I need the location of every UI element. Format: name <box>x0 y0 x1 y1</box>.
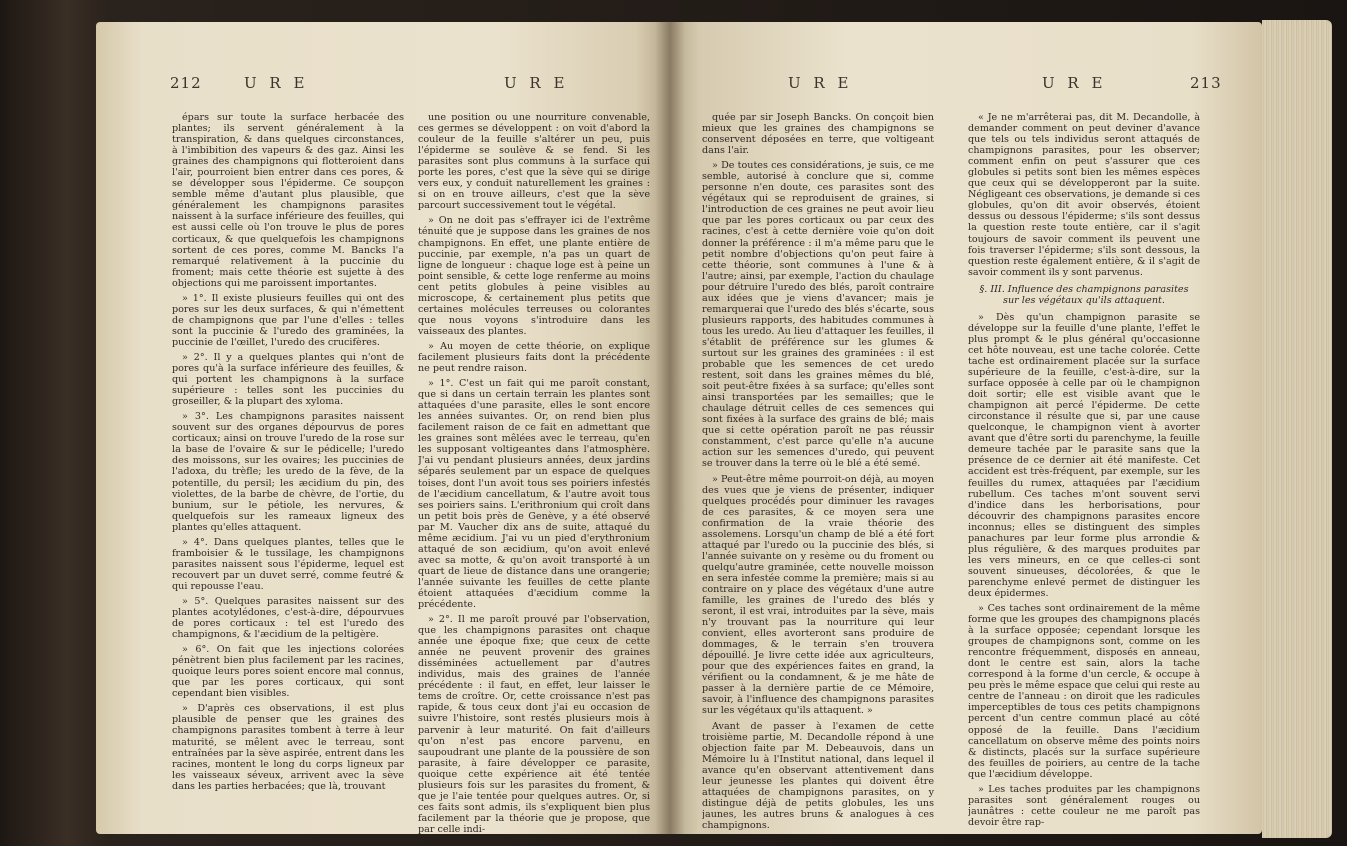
right-column-2 <box>968 112 1200 834</box>
paragraph: » Les taches produites par les champignons parasites sont généralement rouges ou jaunâtres : cette couleur ne me paroît pas devoir être rap- <box>968 783 1200 828</box>
paragraph: » 4°. Dans quelques plantes, telles que le framboisier & le tussilage, les champignons parasites naissent sous l'épiderme, lequel est recouvert par un duvet serré, comme feutré & qui repousse l'eau. <box>172 536 404 592</box>
paragraph: » On ne doit pas s'effrayer ici de l'extrême ténuité que je suppose dans les graines de nos champignons. En effet, une plante entière de puccinie, par exemple, n'a pas un quart de ligne de longueur : chaque loge est à peine un point sensible, & cette loge renferme au moins cent petits globules à peine visibles au microscope, & certainement plus petits que certaines molécules terreuses ou colorantes que nous voyons s'introduire dans les vaisseaux des plantes. <box>418 215 650 337</box>
left-page-number: 212 <box>170 74 202 92</box>
paragraph: » Au moyen de cette théorie, on explique facilement plusieurs faits dont la précédente ne peut rendre raison. <box>418 340 650 375</box>
left-running-head-1: U R E <box>244 74 309 92</box>
paragraph: Avant de passer à l'examen de cette troisième partie, M. Decandolle répond à une objection faite par M. Debeauvois, dans un Mémoire lu à l'Institut national, dans lequel il avance qu'en observant attentivement dans leur jeunesse les plantes qui doivent être attaquées de champignons parasites, on y distingue déjà de petits globules, les uns jaunes, les autres bruns & analogues à ces champignons. <box>702 720 934 831</box>
paragraph: » 1°. Il existe plusieurs feuilles qui ont des pores sur les deux surfaces, & qui n'émettent de champignons que par l'une d'elles : telles sont la puccinie & l'uredo des graminées, la puccinie de l'œillet, l'uredo des crucifères. <box>172 292 404 348</box>
right-page <box>670 22 1262 834</box>
paragraph: » D'après ces observations, il est plus plausible de penser que les graines des champignons parasites tombent à terre à leur maturité, se mêlent avec le terreau, sont entraînées par la sève aspirée, entrent dans les racines, montent le long du corps ligneux par les vaisseaux séveux, arrivent avec la sève dans les parties herbacées; que là, trouvant <box>172 703 404 792</box>
right-running-head-1: U R E <box>788 74 853 92</box>
left-running-head-2: U R E <box>504 74 569 92</box>
paragraph: » Ces taches sont ordinairement de la même forme que les groupes des champignons placés à la surface opposée; cependant lorsque les groupes de champignons sont, comme on les rencontre fréquemment, disposés en anneau, dont le centre est sain, alors la tache correspond à la forme d'un cercle, & occupe à peu près le même espace que celui qui reste au centre de l'anneau : on diroit que les radicules imperceptibles de tous ces petits champignons percent d'un centre commun placé au côté opposé de la feuille. Dans l'æcidium cancellatum on observe même des points noirs & distincts, placés sur la surface supérieure des feuilles de poiriers, au centre de la tache que l'æcidium développe. <box>968 603 1200 780</box>
paragraph: » 2°. Il me paroît prouvé par l'observation, que les champignons parasites ont chaque année une époque fixe; que ceux de cette année ne peuvent provenir des graines disséminées actuellement par d'autres individus, mais des graines de l'année précédente : il faut, en effet, leur laisser le tems de croître. Or, cette croissance n'est pas rapide, & tous ceux dont j'ai eu occasion de suivre l'histoire, sont restés plusieurs mois à parvenir à leur maturité. On fait d'ailleurs qu'on n'est pas encore parvenu, en saupoudrant une plante de la poussière de son parasite, à faire développer ce parasite, quoique cette expérience ait été tentée plusieurs fois sur les parasites du froment, & que je l'aie tentée pour quelques autres. Or, si ces faits sont admis, ils s'expliquent bien plus facilement par la théorie que je propose, que par celle indi- <box>418 614 650 834</box>
paragraph: » De toutes ces considérations, je suis, ce me semble, autorisé à conclure que si, comme personne n'en doute, ces parasites sont des végétaux qui se reproduisent de graines, si l'introduction de ces graines ne peut avoir lieu que par les pores corticaux ou par ceux des racines, c'est à cette dernière voie qu'on doit donner la préférence : il m'a même paru que le petit nombre d'objections qu'on peut faire à cette théorie, sont communes à l'une & à l'autre; ainsi, par exemple, l'action du chaulage pour détruire l'uredo des blés, paroît contraire aux idées que je viens d'avancer; mais je remarquerai que l'uredo des blés s'écarte, sous plusieurs rapports, des habitudes communes à tous les uredo. Au lieu d'attaquer les feuilles, il s'établit de préférence sur les glumes & surtout sur les graines des graminées : il est probable que les semences de cet uredo restent, soit dans les graines mêmes du blé, soit peut-être fixées à sa surface; qu'elles sont ainsi transportées par les semailles; que le chaulage détruit celles de ces semences qui sont fixées à la surface des grains de blé; mais que si cette opération paroît ne pas réussir constamment, c'est parce qu'elle n'a aucune action sur les semences d'uredo, qui peuvent se trouver dans la terre où le blé a été semé. <box>702 160 934 470</box>
paragraph: » 3°. Les champignons parasites naissent souvent sur des organes dépourvus de pores corticaux; ainsi on trouve l'uredo de la rose sur la base de l'ovaire & sur le pédicelle; l'uredo des moissons, sur les ovaires; les puccinies de l'adoxa, du trèfle; les uredo de la fève, de la potentille, du persil; les æcidium du pin, des violettes, de la barbe de chèvre, de l'ortie, du bunium, sur le pétiole, les nervures, & quelquefois sur les rameaux ligneux des plantes qu'elles attaquent. <box>172 411 404 533</box>
paragraph: » Dès qu'un champignon parasite se développe sur la feuille d'une plante, l'effet le plus prompt & le plus général qu'occasionne cet hôte nouveau, est une tache colorée. Cette tache est ordinairement placée sur la surface supérieure de la feuille, c'est-à-dire, sur la surface opposée à celle par où le champignon doit sortir; elle est visible avant que le champignon ait percé l'épiderme. De cette circonstance il résulte que si, par une cause quelconque, le champignon vient à avorter avant que d'être sorti du parenchyme, la feuille demeure tachée par le parasite sans que la présence de ce dernier ait été manifeste. Cet accident est très-fréquent, par exemple, sur les feuilles du rumex, attaquées par l'æcidium rubellum. Ces taches m'ont souvent servi d'indice dans les herborisations, pour découvrir des champignons parasites encore inconnus; elles se distinguent des simples panachures par leur forme plus arrondie & plus régulière, & des marques produites par les vers mineurs, en ce que celles-ci sont souvent sinueuses, décolorées, & que le parenchyme enlevé permet de distinguer les deux épidermes. <box>968 311 1200 599</box>
paragraph: » 1°. C'est un fait qui me paroît constant, que si dans un certain terrain les plantes sont attaquées d'une parasite, elles le sont encore les années suivantes. Or, on rend bien plus facilement raison de ce fait en admettant que les graines sont mêlées avec le terreau, qu'en les supposant voltigeantes dans l'atmosphère. J'ai vu pendant plusieurs années, deux jardins séparés seulement par un espace de quelques toises, dont l'un avoit tous ses poiriers infestés de l'æcidium cancellatum, & l'autre avoit tous ses poiriers sains. L'erithronium qui croît dans un petit bois près de Genève, y a été observé par M. Vaucher dix ans de suite, attaqué du même æcidium. J'ai vu un pied d'erythronium attaqué de son æcidium, qu'on avoit enlevé avec sa motte, & qu'on avoit transporté à un quart de lieue de distance dans une orangerie; l'année suivante les feuilles de cette plante étoient attaquées d'æcidium comme la précédente. <box>418 378 650 611</box>
section-heading: §. III. Influence des champignons parasites sur les végétaux qu'ils attaquent. <box>979 283 1189 306</box>
left-column-1 <box>172 112 404 834</box>
right-running-head-2: U R E <box>1042 74 1107 92</box>
paragraph: épars sur toute la surface herbacée des plantes; ils servent généralement à la transpiration, & dans quelques circonstances, à l'imbibition des vapeurs & des gaz. Ainsi les graines des champignons qui flotteroient dans l'air, pourroient bien entrer dans ces pores, & se développer sous l'épiderme. Ce soupçon semble même d'autant plus plausible, que généralement les champignons parasites naissent à la surface inférieure des feuilles, qui est aussi celle où l'on trouve le plus de pores corticaux, & que quelquefois les champignons sortent de ces pores, comme M. Bancks l'a remarqué relativement à la puccinie du froment; mais cette théorie est sujette à des objections qui me paroissent importantes. <box>172 112 404 289</box>
paragraph: » 5°. Quelques parasites naissent sur des plantes acotylédones, c'est-à-dire, dépourvues de pores corticaux : tel est l'uredo des champignons, & l'æcidium de la peltigère. <box>172 595 404 641</box>
paragraph: » 6°. On fait que les injections colorées pénètrent bien plus facilement par les racines, quoique leurs pores soient encore mal connus, que par les pores corticaux, qui sont cependant bien visibles. <box>172 644 404 700</box>
paragraph: » 2°. Il y a quelques plantes qui n'ont de pores qu'à la surface inférieure des feuilles, & qui portent les champignons à la surface supérieure : telles sont les puccinies du groseiller, & la plupart des xyloma. <box>172 351 404 408</box>
right-column-1 <box>702 112 934 834</box>
paragraph: » Peut-être même pourroit-on déjà, au moyen des vues que je viens de présenter, indiquer quelques procédés pour diminuer les ravages de ces parasites, & ce moyen sera une confirmation de la vraie théorie des assolemens. Lorsqu'un champ de blé a été fort attaqué par l'uredo ou la puccinie des blés, si l'année suivante on y resème ou du froment ou quelqu'autre graminée, cette nouvelle moisson en sera infestée comme la première; mais si au contraire on y place des végétaux d'une autre famille, les graines de l'uredo des blés y seront, il est vrai, introduites par la sève, mais n'y trouvant pas la nourriture qui leur convient, elles avorteront sans produire de dommages, & le terrain s'en trouvera dépouillé. Je livre cette idée aux agriculteurs, pour que des expériences faites en grand, la vérifient ou la condamnent, & je me hâte de passer à la dernière partie de ce Mémoire, savoir, à l'influence des champignons parasites sur les végétaux qu'ils attaquent. » <box>702 473 934 717</box>
paragraph: quée par sir Joseph Bancks. On conçoit bien mieux que les graines des champignons se conservent déposées en terre, que voltigeant dans l'air. <box>702 112 934 157</box>
paragraph: une position ou une nourriture convenable, ces germes se développent : on voit d'abord la couleur de la feuille s'altérer un peu, puis l'épiderme se soulève & se fend. Si les parasites sont plus communs à la surface qui porte les pores, c'est que la sève qui se dirige vers eux, y conduit naturellement les graines : si on en trouve ailleurs, c'est que la sève parcourt successivement tout le végétal. <box>418 112 650 212</box>
book-gutter <box>655 22 685 834</box>
right-page-number: 213 <box>1190 74 1222 92</box>
page-edges <box>1262 20 1332 838</box>
paragraph: « Je ne m'arrêterai pas, dit M. Decandolle, à demander comment on peut deviner d'avance que tels ou tels individus seront attaqués de champignons parasites, pour les observer; comment enfin on peut s'assurer que ces globules si petits sont bien les mêmes espèces que ceux qui se développeront par la suite. Négligeant ces observations, je demande si ces globules, qu'on dit avoir observés, étoient dessus ou dessous l'épiderme; s'ils sont dessus la question reste toute entière, car il s'agit toujours de savoir comment ils peuvent une fois traverser l'épiderme; s'ils sont dessous, la question reste également entière, & il s'agit de savoir comment ils y sont parvenus. <box>968 112 1200 278</box>
left-column-2 <box>418 112 650 834</box>
left-page <box>96 22 670 834</box>
